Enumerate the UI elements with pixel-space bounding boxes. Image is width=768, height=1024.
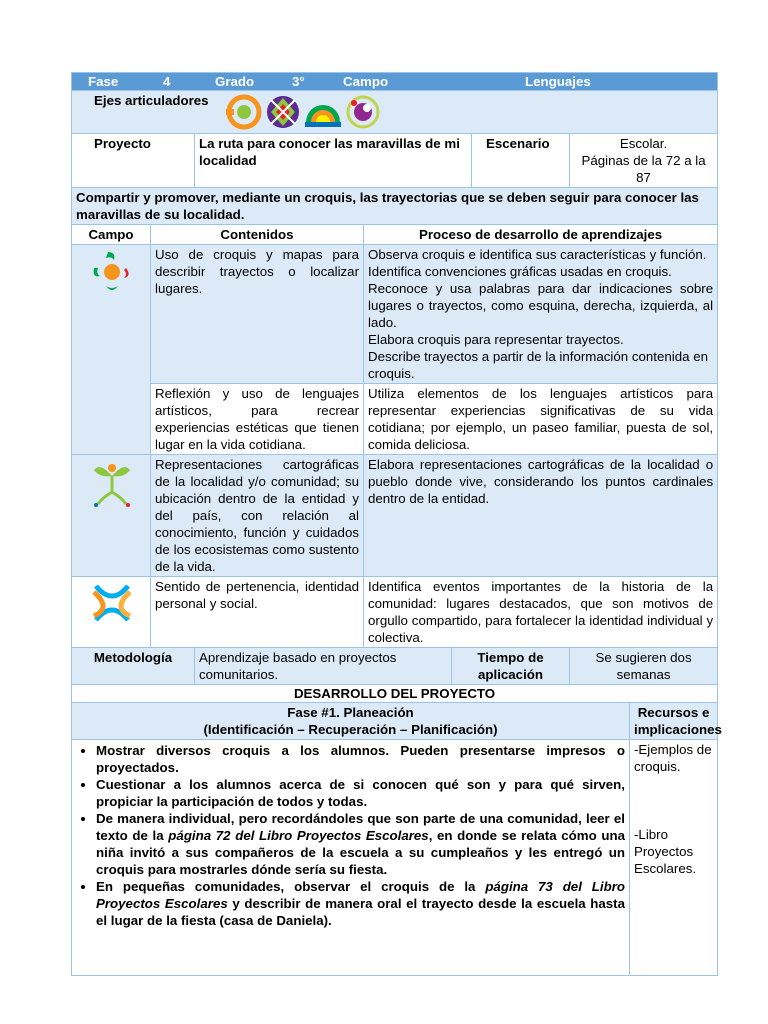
- pensamiento-critico-icon: [265, 94, 301, 130]
- proceso-1-line: Elabora croquis para representar trayectos.: [368, 332, 624, 347]
- fase-title: Fase #1. Planeación: [287, 705, 414, 720]
- book-reference: página 73 del Libro Proyectos Escolares: [96, 879, 626, 911]
- desarrollo-title: DESARROLLO DEL PROYECTO: [72, 685, 718, 703]
- tiempo-label: Tiempo de aplicación: [452, 648, 570, 685]
- activity-text: De manera individual, pero recordándoles que son parte de una comunidad, leer el texto de la: [96, 811, 625, 843]
- fase-subtitle: (Identificación – Recuperación – Planificación): [203, 722, 498, 737]
- activity-item: [96, 878, 625, 929]
- tiempo-value: Se sugieren dos semanas: [570, 648, 718, 685]
- contenido-2: Reflexión y uso de lenguajes artísticos, para recrear experiencias estéticas que tienen lugar en la vida cotidiana.: [151, 384, 364, 455]
- fase-activities: [72, 740, 630, 976]
- activity-text: , en donde se relata cómo una niña invitó a sus compañeros de la escuela a su cumpleaños y les entregó un croquis para mostrarles dónde sería su fiesta.: [96, 828, 625, 877]
- activity-text: En pequeñas comunidades, observar el croquis de la: [96, 879, 486, 894]
- recurso-item: -Ejemplos de croquis.: [634, 742, 712, 774]
- col-contenidos: Contenidos: [151, 225, 364, 245]
- proceso-4: Identifica eventos importantes de la historia de la comunidad: lugares destacados, que son motivos de orgullo compartido, para fortalecer la identidad individual y colectiva.: [364, 577, 718, 648]
- activity-item: [96, 776, 625, 810]
- metodologia-label: Metodología: [72, 648, 195, 685]
- campo-cell-saberes: [72, 455, 151, 577]
- contenido-3: Representaciones cartográficas de la localidad y/o comunidad; su ubicación dentro de la entidad y del país, con relación al conocimiento, función y cuidados de los ecosistemas como sustento de la vida.: [151, 455, 364, 577]
- proceso-1-line: Reconoce y usa palabras para dar indicaciones sobre lugares o trayectos, como esquina, derecha, izquierda, al lado.: [368, 281, 714, 330]
- saberes-icon: [90, 458, 146, 512]
- proceso-1-line: Observa croquis e identifica sus características y función.: [368, 247, 707, 262]
- header-bar: [72, 73, 718, 91]
- escenario-value: [570, 134, 718, 188]
- contenido-4: Sentido de pertenencia, identidad personal y social.: [151, 577, 364, 648]
- proposito: Compartir y promover, mediante un croquis, las trayectorias que se deben seguir para conocer las maravillas de su localidad.: [72, 188, 718, 225]
- fase-label: Fase: [88, 74, 119, 89]
- recurso-item: -Libro Proyectos Escolares.: [634, 827, 697, 876]
- activity-item: [96, 810, 625, 878]
- recursos-label: Recursos e implicaciones: [630, 703, 718, 740]
- activity-text: Mostrar diversos croquis a los alumnos. Pueden presentarse impresos o proyectados.: [96, 743, 625, 775]
- ejes-icons: [226, 94, 381, 130]
- col-campo: Campo: [72, 225, 151, 245]
- recursos-cell: [630, 740, 718, 976]
- campo-cell-humano: [72, 577, 151, 648]
- book-reference: página 72 del Libro Proyectos Escolares: [168, 828, 429, 843]
- col-proceso: Proceso de desarrollo de aprendizajes: [364, 225, 718, 245]
- lenguajes-icon: [88, 248, 146, 300]
- proceso-3: Elabora representaciones cartográficas de la localidad o pueblo donde vive, considerando los puntos cardinales dentro de la entidad.: [364, 455, 718, 577]
- activity-text: y describir de manera oral el trayecto desde la escuela hasta el lugar de la fiesta (casa de Daniela).: [96, 896, 625, 928]
- proceso-1-line: Describe trayectos a partir de la información contenida en croquis.: [368, 349, 708, 381]
- activity-text: Cuestionar a los alumnos acerca de si conocen qué son y para qué sirven, propiciar la participación de todos y todas.: [96, 777, 625, 809]
- proceso-2: Utiliza elementos de los lenguajes artísticos para representar experiencias significativas de su vida cotidiana; por ejemplo, un paseo familiar, puesta de sol, comida deliciosa.: [364, 384, 718, 455]
- ejes-row: [72, 91, 718, 134]
- fase-header: [72, 703, 630, 740]
- humano-comunitario-icon: [88, 580, 146, 630]
- artes-icon: [345, 94, 381, 130]
- fase-value: 4: [163, 74, 171, 89]
- contenido-1: Uso de croquis y mapas para describir trayectos o localizar lugares.: [151, 245, 364, 384]
- campo-cell-lenguajes: [72, 245, 151, 455]
- paginas-text: Páginas de la 72 a la 87: [581, 153, 706, 185]
- proyecto-label: Proyecto: [72, 134, 195, 188]
- proceso-1-line: Identifica convenciones gráficas usadas en croquis.: [368, 264, 672, 279]
- activity-item: [96, 742, 625, 776]
- planning-table: [71, 72, 722, 976]
- metodologia-value: Aprendizaje basado en proyectos comunitarios.: [195, 648, 452, 685]
- inclusion-icon: [226, 94, 262, 130]
- activity-list: [76, 742, 625, 929]
- campo-value: Lenguajes: [525, 74, 591, 89]
- proceso-1: [364, 245, 718, 384]
- planning-sheet: [71, 72, 722, 976]
- proyecto-title: La ruta para conocer las maravillas de mi localidad: [195, 134, 472, 188]
- interculturalidad-icon: [304, 94, 342, 130]
- escenario-label: Escenario: [472, 134, 570, 188]
- ejes-label: Ejes articuladores: [94, 93, 209, 108]
- escenario-text: Escolar.: [619, 136, 668, 151]
- grado-value: 3°: [292, 74, 305, 89]
- campo-label: Campo: [343, 74, 389, 89]
- grado-label: Grado: [215, 74, 255, 89]
